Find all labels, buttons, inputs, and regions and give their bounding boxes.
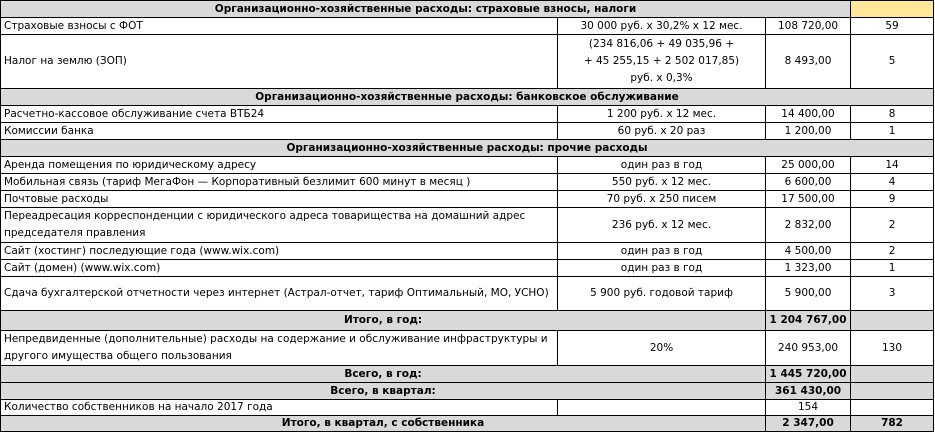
cell-sum[interactable]: 154 xyxy=(766,400,851,416)
table-row xyxy=(1,191,934,208)
cell-name[interactable]: Комиссии банка xyxy=(1,123,558,140)
cell-share[interactable]: 1 xyxy=(851,123,934,140)
cell-share[interactable]: 130 xyxy=(851,331,934,366)
section-row xyxy=(1,140,934,157)
cell-name[interactable]: Налог на землю (ЗОП) xyxy=(1,35,558,89)
total-per-owner-sum[interactable]: 2 347,00 xyxy=(766,416,851,432)
total-all-year-sum[interactable]: 1 445 720,00 xyxy=(766,366,851,383)
cell-calc[interactable]: 70 руб. х 250 писем xyxy=(558,191,766,208)
total-quarter-label[interactable]: Всего, в квартал: xyxy=(1,383,766,400)
total-all-year-share[interactable] xyxy=(851,366,934,383)
cell-sum[interactable]: 8 493,00 xyxy=(766,35,851,89)
cell-name[interactable]: Расчетно-кассовое обслуживание счета ВТБ24 xyxy=(1,106,558,123)
cell-calc[interactable]: 30 000 руб. х 30,2% х 12 мес. xyxy=(558,18,766,35)
total-all-year-label[interactable]: Всего, в год: xyxy=(1,366,766,383)
total-year-label[interactable]: Итого, в год: xyxy=(1,311,766,331)
cell-calc[interactable]: 5 900 руб. годовой тариф xyxy=(558,277,766,311)
cell-calc[interactable]: один раз в год xyxy=(558,260,766,277)
total-year-share[interactable] xyxy=(851,311,934,331)
cell-calc[interactable]: один раз в год xyxy=(558,243,766,260)
cell-calc[interactable] xyxy=(558,35,766,89)
cell-share[interactable]: 14 xyxy=(851,157,934,174)
calc-line: руб. х 0,3% xyxy=(630,72,693,84)
table-row xyxy=(1,157,934,174)
table-row xyxy=(1,174,934,191)
cell-name[interactable]: Аренда помещения по юридическому адресу xyxy=(1,157,558,174)
table-row xyxy=(1,18,934,35)
cell-sum[interactable]: 25 000,00 xyxy=(766,157,851,174)
cell-name[interactable]: Переадресация корреспонденции с юридического адреса товарищества на домашний адрес председателя правления xyxy=(1,208,558,243)
cell-calc[interactable]: 20% xyxy=(558,331,766,366)
table-row xyxy=(1,35,934,89)
cell-sum[interactable]: 14 400,00 xyxy=(766,106,851,123)
cell-share[interactable]: 3 xyxy=(851,277,934,311)
cell-calc[interactable]: 1 200 руб. х 12 мес. xyxy=(558,106,766,123)
total-row xyxy=(1,311,934,331)
total-row xyxy=(1,383,934,400)
section-row xyxy=(1,89,934,106)
cell-name[interactable]: Непредвиденные (дополнительные) расходы на содержание и обслуживание инфраструктуры и другого имущества общего пользования xyxy=(1,331,558,366)
section-title-other[interactable]: Организационно-хозяйственные расходы: прочие расходы xyxy=(1,140,934,157)
section-title-bank[interactable]: Организационно-хозяйственные расходы: банковское обслуживание xyxy=(1,89,934,106)
cell-sum[interactable]: 1 200,00 xyxy=(766,123,851,140)
total-per-owner-label[interactable]: Итого, в квартал, с собственника xyxy=(1,416,766,432)
header-accent-cell[interactable] xyxy=(851,1,934,18)
cell-name[interactable]: Мобильная связь (тариф МегаФон — Корпоративный безлимит 600 минут в месяц ) xyxy=(1,174,558,191)
total-per-owner-share[interactable]: 782 xyxy=(851,416,934,432)
cell-sum[interactable]: 5 900,00 xyxy=(766,277,851,311)
cell-share[interactable]: 2 xyxy=(851,243,934,260)
cell-name[interactable]: Количество собственников на начало 2017 года xyxy=(1,400,558,416)
table-row xyxy=(1,106,934,123)
cell-sum[interactable]: 240 953,00 xyxy=(766,331,851,366)
cell-name[interactable]: Страховые взносы с ФОТ xyxy=(1,18,558,35)
cell-name[interactable]: Сайт (хостинг) последующие года (www.wix.com) xyxy=(1,243,558,260)
cell-share[interactable]: 8 xyxy=(851,106,934,123)
cell-share[interactable]: 1 xyxy=(851,260,934,277)
cell-share[interactable]: 2 xyxy=(851,208,934,243)
cell-calc[interactable] xyxy=(558,400,766,416)
cell-sum[interactable]: 1 323,00 xyxy=(766,260,851,277)
cell-sum[interactable]: 108 720,00 xyxy=(766,18,851,35)
total-quarter-share[interactable] xyxy=(851,383,934,400)
total-quarter-sum[interactable]: 361 430,00 xyxy=(766,383,851,400)
cell-calc[interactable]: 236 руб. х 12 мес. xyxy=(558,208,766,243)
cell-sum[interactable]: 4 500,00 xyxy=(766,243,851,260)
cell-name[interactable]: Сдача бухгалтерской отчетности через интернет (Астрал-отчет, тариф Оптимальный, МО, УСНО) xyxy=(1,277,558,311)
total-row xyxy=(1,416,934,432)
cell-calc[interactable]: один раз в год xyxy=(558,157,766,174)
cell-sum[interactable]: 2 832,00 xyxy=(766,208,851,243)
cell-share[interactable] xyxy=(851,400,934,416)
cell-share[interactable]: 59 xyxy=(851,18,934,35)
table-row xyxy=(1,277,934,311)
cell-name[interactable]: Почтовые расходы xyxy=(1,191,558,208)
cell-share[interactable]: 4 xyxy=(851,174,934,191)
table-row xyxy=(1,331,934,366)
section-row xyxy=(1,1,934,18)
cell-calc[interactable]: 550 руб. х 12 мес. xyxy=(558,174,766,191)
table-row xyxy=(1,260,934,277)
calc-line: + 45 255,15 + 2 502 017,85) xyxy=(583,55,740,67)
cell-calc[interactable]: 60 руб. х 20 раз xyxy=(558,123,766,140)
cell-share[interactable]: 5 xyxy=(851,35,934,89)
cell-name[interactable]: Сайт (домен) (www.wix.com) xyxy=(1,260,558,277)
total-year-sum[interactable]: 1 204 767,00 xyxy=(766,311,851,331)
cell-share[interactable]: 9 xyxy=(851,191,934,208)
table-row xyxy=(1,243,934,260)
cell-sum[interactable]: 17 500,00 xyxy=(766,191,851,208)
calc-line: (234 816,06 + 49 035,96 + xyxy=(588,38,735,50)
section-title-insurance[interactable]: Организационно-хозяйственные расходы: страховые взносы, налоги xyxy=(1,1,851,18)
table-row xyxy=(1,123,934,140)
total-row xyxy=(1,366,934,383)
table-row xyxy=(1,208,934,243)
cell-sum[interactable]: 6 600,00 xyxy=(766,174,851,191)
table-row xyxy=(1,400,934,416)
